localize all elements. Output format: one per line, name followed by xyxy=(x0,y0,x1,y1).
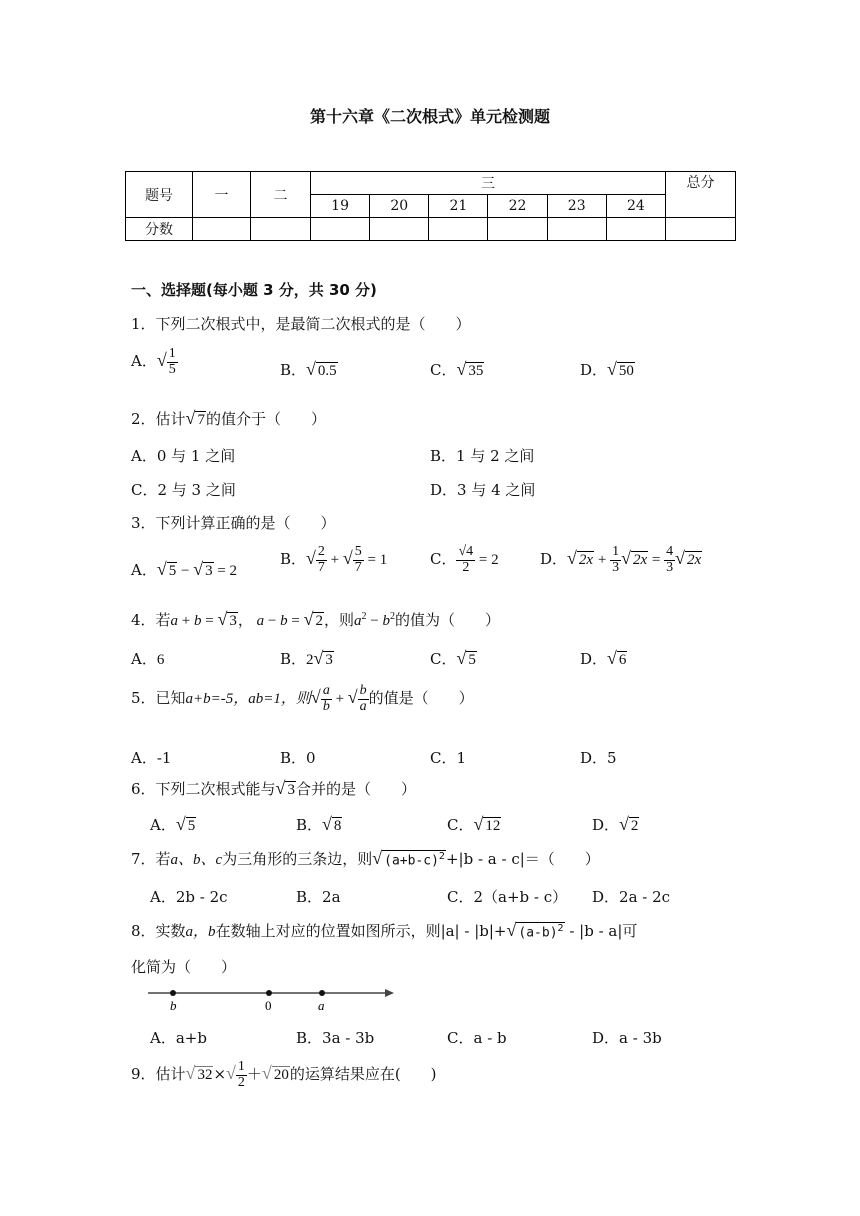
number-line-figure xyxy=(146,984,396,1014)
header-total: 总分 xyxy=(666,172,736,218)
question-8-option-b: B．3a - 3b xyxy=(296,1029,375,1047)
header-part-three: 三 xyxy=(311,172,666,195)
question-7-option-d: D．2a - 2c xyxy=(592,888,671,906)
question-8-option-d: D．a - 3b xyxy=(592,1029,662,1047)
section-heading-choice: 一、选择题(每小题 3 分，共 30 分) xyxy=(131,281,377,299)
question-8-option-c: C．a - b xyxy=(447,1029,507,1047)
score-cell xyxy=(666,218,736,241)
question-5-stem: 5．已知a+b=-5，ab=1，则√ $\frac{a}{b}$ + √ $\frac{b}{a}$ 的值是（ ） xyxy=(131,683,474,714)
question-2-stem: 2．估计√ 7的值介于（ ） xyxy=(131,408,326,428)
header-part-two: 二 xyxy=(251,172,311,218)
question-5-option-b: B．0 xyxy=(280,749,316,767)
header-q20: 20 xyxy=(370,195,429,218)
question-1-option-c: C．√ 35 xyxy=(430,359,484,379)
score-table xyxy=(125,171,736,241)
question-7-option-a: A．2b - 2c xyxy=(150,888,228,906)
label-b: b xyxy=(170,998,177,1013)
point-0 xyxy=(266,990,272,996)
question-5-option-a: A．-1 xyxy=(131,749,172,767)
score-cell xyxy=(606,218,665,241)
question-5-option-d: D．5 xyxy=(580,749,617,767)
score-cell xyxy=(193,218,251,241)
question-8-stem-line2: 化简为（ ） xyxy=(131,958,237,976)
score-label: 分数 xyxy=(126,218,193,241)
point-a xyxy=(319,990,325,996)
question-4-option-a: A．6 xyxy=(131,650,165,668)
question-4-option-d: D．√ 6 xyxy=(580,648,627,668)
header-question-number: 题号 xyxy=(126,172,193,218)
question-7-option-b: B．2a xyxy=(296,888,341,906)
header-q19: 19 xyxy=(311,195,370,218)
question-9-stem: 9．估计√ 32×√ $\frac{1}{2}$ ＋√ 20的运算结果应在( ) xyxy=(131,1059,437,1090)
question-3-option-d: D．√ 2x + $\frac{1}{3}$ √ 2x = $\frac{4}{3}$ √ 2x xyxy=(540,544,702,575)
question-1-option-b: B．√ 0.5 xyxy=(280,359,337,379)
header-part-one: 一 xyxy=(193,172,251,218)
question-4-option-c: C．√ 5 xyxy=(430,648,476,668)
question-2-option-a: A．0 与 1 之间 xyxy=(131,447,236,465)
question-6-option-b: B．√ 8 xyxy=(296,814,342,834)
question-5-option-c: C．1 xyxy=(430,749,467,767)
question-1-option-a: A．√ $\frac{1}{5}$ xyxy=(131,346,176,377)
score-cell xyxy=(488,218,547,241)
question-3-option-c: C． $\frac{√4}{2}$ = 2 xyxy=(430,544,499,575)
question-1-option-d: D．√ 50 xyxy=(580,359,634,379)
question-1-stem: 1．下列二次根式中，是最简二次根式的是（ ） xyxy=(131,315,471,333)
header-q22: 22 xyxy=(488,195,547,218)
question-6-option-d: D．√ 2 xyxy=(592,814,639,834)
question-4-stem: 4．若a + b = √ 3， a − b = √ 2，则$a^2 - b^2$的值为（ ） xyxy=(131,609,500,629)
score-cell xyxy=(311,218,370,241)
point-b xyxy=(170,990,176,996)
question-6-option-a: A．√ 5 xyxy=(150,814,196,834)
score-cell xyxy=(370,218,429,241)
score-cell xyxy=(547,218,606,241)
number-line-arrow xyxy=(385,989,394,997)
question-3-stem: 3．下列计算正确的是（ ） xyxy=(131,514,336,532)
label-a: a xyxy=(318,998,325,1013)
score-cell xyxy=(429,218,488,241)
fraction: $\frac{1}{5}$ xyxy=(168,346,176,377)
question-2-option-b: B．1 与 2 之间 xyxy=(430,447,535,465)
question-2-option-d: D．3 与 4 之间 xyxy=(430,481,536,499)
question-7-stem: 7．若a、b、c为三角形的三条边，则√ $(a+b-c)^2+|b - a - c|=$（ ） xyxy=(131,848,600,868)
question-6-stem: 6．下列二次根式能与√ 3合并的是（ ） xyxy=(131,778,416,798)
question-3-option-a: A．√ 5 − √ 3 = 2 xyxy=(131,559,238,579)
header-q24: 24 xyxy=(606,195,665,218)
question-8-option-a: A．a+b xyxy=(150,1029,207,1047)
label-0: 0 xyxy=(265,998,272,1013)
question-2-option-c: C．2 与 3 之间 xyxy=(131,481,236,499)
page-title: 第十六章《二次根式》单元检测题 xyxy=(309,107,550,126)
header-q21: 21 xyxy=(429,195,488,218)
header-q23: 23 xyxy=(547,195,606,218)
question-7-option-c: C．2（a+b - c） xyxy=(447,888,568,906)
question-8-stem: 8．实数a，b在数轴上对应的位置如图所示，则|a| - |b|+√ $(a-b)^2 - |b - a|$可 xyxy=(131,920,638,940)
score-cell xyxy=(251,218,311,241)
question-3-option-b: B．√ $\frac{2}{7}$ + √ $\frac{5}{7}$ = 1 xyxy=(280,544,388,575)
question-4-option-b: B．2√ 3 xyxy=(280,648,333,668)
question-6-option-c: C．√ 12 xyxy=(447,814,501,834)
